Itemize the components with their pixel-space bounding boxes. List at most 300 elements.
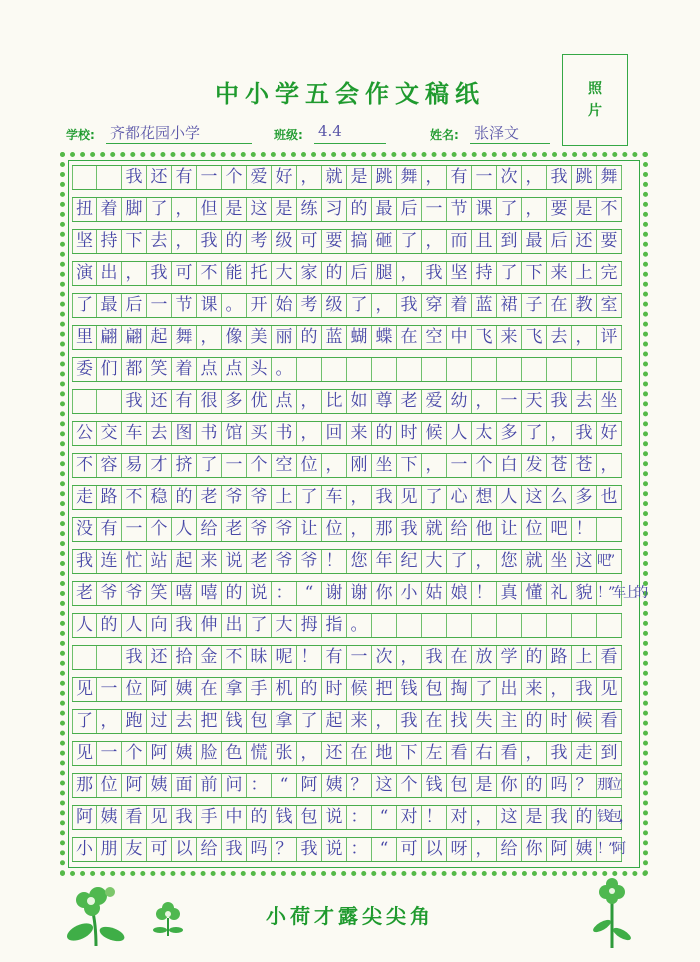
grid-cell: 了 [347,294,372,317]
grid-cell: “ [297,582,322,605]
grid-cell: 我 [547,390,572,413]
grid-cell: 像 [222,326,247,349]
grid-cell: 且 [472,230,497,253]
grid-cell: 你 [497,774,522,797]
grid-cell: ， [522,742,547,765]
grid-cell: 笑 [147,582,172,605]
grid-cell: 考 [297,294,322,317]
grid-cell: 大 [422,550,447,573]
photo-label-1: 照 [588,81,602,97]
grid-cell: ： [272,582,297,605]
grid-cell: 么 [547,486,572,509]
grid-cell: ！ [572,518,597,541]
grid-cell: 着 [172,358,197,381]
grid-cell: 小 [397,582,422,605]
grid-cell: 忙 [122,550,147,573]
grid-cell [497,614,522,637]
essay-line [72,837,622,862]
grid-cell: 看 [447,742,472,765]
grid-cell: 有 [447,166,472,189]
grid-cell: 点 [197,358,222,381]
grid-cell: 在 [422,710,447,733]
grid-cell: 在 [547,294,572,317]
grid-cell: 出 [222,614,247,637]
grid-cell: 的 [372,422,397,445]
grid-cell: 跳 [372,166,397,189]
grid-cell: 走 [72,486,97,509]
grid-cell: 着 [447,294,472,317]
grid-cell: 舞 [597,166,622,189]
grid-cell: 爱 [422,390,447,413]
grid-cell: 昧 [247,646,272,669]
grid-cell [547,614,572,637]
grid-cell: 他 [472,518,497,541]
grid-cell: ， [297,390,322,413]
grid-cell: ， [347,518,372,541]
grid-cell: ， [197,326,222,349]
grid-cell [422,614,447,637]
essay-line [72,805,630,830]
grid-cell: 坚 [72,230,97,253]
grid-cell: 但 [197,198,222,221]
grid-cell: 天 [522,390,547,413]
grid-cell: 有 [322,646,347,669]
grid-cell [397,358,422,381]
grid-cell: 个 [122,742,147,765]
grid-cell [422,358,447,381]
grid-cell: 钱 [422,774,447,797]
grid-cell: 中 [447,326,472,349]
page-title: 中小学五会作文稿纸 [215,79,485,108]
grid-cell: 书 [197,422,222,445]
grid-cell: 给 [447,518,472,541]
flower-right-icon [590,878,634,950]
grid-cell: 下 [397,454,422,477]
grid-cell: 了 [497,262,522,285]
grid-cell: 家 [297,262,322,285]
essay-line [72,581,646,606]
grid-cell: 好 [272,166,297,189]
grid-cell: 姨 [172,742,197,765]
grid-cell: 中 [222,806,247,829]
grid-cell: 图 [172,422,197,445]
grid-cell: 吗 [247,838,272,861]
grid-cell: 老 [222,518,247,541]
grid-cell: 呢 [272,646,297,669]
grid-cell: 跳 [572,166,597,189]
grid-cell: 了 [522,422,547,445]
grid-cell: 姨 [97,806,122,829]
grid-cell: 演 [72,262,97,285]
grid-cell: 上 [572,646,597,669]
grid-cell: ： [347,838,372,861]
grid-cell: 说 [247,582,272,605]
grid-cell: 懂 [522,582,547,605]
grid-cell: 这 [247,198,272,221]
grid-cell: ， [547,678,572,701]
grid-cell: 买 [247,422,272,445]
grid-cell [297,358,322,381]
grid-cell: 见 [72,742,97,765]
grid-cell: 拿 [272,710,297,733]
grid-cell: 右 [472,742,497,765]
grid-cell [472,614,497,637]
grid-cell [72,646,97,669]
grid-cell: 拾 [172,646,197,669]
grid-cell: 色 [222,742,247,765]
grid-cell: 那 [372,518,397,541]
grid-cell: 这 [522,486,547,509]
grid-cell: 下 [122,230,147,253]
essay-line [72,485,622,510]
grid-cell: ， [597,454,622,477]
grid-cell: 爷 [122,582,147,605]
grid-cell: ， [372,710,397,733]
grid-cell: 去 [172,710,197,733]
grid-cell: 起 [172,550,197,573]
grid-cell [447,358,472,381]
grid-cell [597,518,622,541]
grid-cell: 头 [247,358,272,381]
grid-cell: 始 [272,294,297,317]
grid-cell [572,358,597,381]
grid-cell: 学 [497,646,522,669]
grid-cell: 掏 [447,678,472,701]
grid-cell: 走 [572,742,597,765]
footer-slogan: 小荷才露尖尖角 [266,904,434,928]
grid-cell: 个 [147,518,172,541]
essay-line [72,709,622,734]
grid-cell: 一 [422,198,447,221]
grid-cell: 对 [447,806,472,829]
grid-cell: 人 [72,614,97,637]
grid-cell: 上 [572,262,597,285]
grid-cell: 翩 [122,326,147,349]
grid-cell: 老 [247,550,272,573]
grid-cell: 我 [197,230,222,253]
grid-cell: ， [522,198,547,221]
grid-cell: 丽 [272,326,297,349]
grid-cell: 裙 [497,294,522,317]
grid-cell: 您 [347,550,372,573]
class-value: 4.4 [314,122,386,144]
grid-cell: 阿 [147,742,172,765]
grid-cell [372,358,397,381]
grid-cell: 人 [447,422,472,445]
name-value: 张泽文 [470,122,550,144]
grid-cell: ， [347,486,372,509]
grid-cell: 说 [322,838,347,861]
grid-cell: 姨 [322,774,347,797]
grid-cell: 姨 [572,838,597,861]
grid-cell: 谢 [347,582,372,605]
grid-cell: 候 [572,710,597,733]
grid-cell: 以 [172,838,197,861]
grid-cell [597,614,622,637]
grid-cell: ， [397,262,422,285]
grid-cell: ， [472,806,497,829]
grid-cell: ， [97,710,122,733]
grid-cell: 的 [222,230,247,253]
grid-cell: 慌 [247,742,272,765]
essay-line [72,197,622,222]
grid-cell: 蝶 [372,326,397,349]
grid-cell: 起 [147,326,172,349]
grid-cell: 去 [147,230,172,253]
grid-cell: 最 [522,230,547,253]
grid-cell: 是 [272,198,297,221]
grid-cell: 我 [122,166,147,189]
grid-cell: 美 [247,326,272,349]
school-label: 学校: [66,128,95,142]
grid-cell: 了 [422,486,447,509]
grid-cell: 嘻 [172,582,197,605]
grid-cell: 到 [497,230,522,253]
grid-cell: 的 [572,806,597,829]
grid-cell: 大 [272,262,297,285]
grid-cell: 你 [372,582,397,605]
grid-cell: ： [347,806,372,829]
grid-cell: 而 [447,230,472,253]
grid-cell: 上 [272,486,297,509]
grid-cell: 爷 [297,550,322,573]
grid-cell: 张 [272,742,297,765]
grid-cell: 多 [572,486,597,509]
essay-line [72,229,622,254]
grid-cell: 苍 [572,454,597,477]
grid-cell: 我 [172,806,197,829]
grid-cell: 手 [197,806,222,829]
grid-cell: 我 [72,550,97,573]
grid-cell: 交 [97,422,122,445]
grid-cell: 在 [347,742,372,765]
grid-cell: 里 [72,326,97,349]
grid-cell: 对 [397,806,422,829]
grid-cell: 在 [197,678,222,701]
grid-cell: 说 [322,806,347,829]
grid-cell: 嘻 [197,582,222,605]
grid-cell: 谢 [322,582,347,605]
grid-cell: 教 [572,294,597,317]
grid-cell: 让 [497,518,522,541]
grid-cell: 课 [197,294,222,317]
grid-cell: 吗 [547,774,572,797]
grid-cell: 这 [497,806,522,829]
grid-cell: 来 [547,262,572,285]
grid-cell: 我 [122,390,147,413]
grid-cell: 了 [197,454,222,477]
grid-cell: 就 [322,166,347,189]
grid-cell: 让 [297,518,322,541]
grid-cell: ？ [272,838,297,861]
grid-cell [322,358,347,381]
grid-cell: 我 [122,646,147,669]
grid-cell: 我 [397,518,422,541]
grid-cell: 级 [272,230,297,253]
essay-line [72,453,622,478]
school-value: 齐都花园小学 [106,122,252,144]
essay-line [72,165,622,190]
grid-cell: 后 [547,230,572,253]
grid-cell: 我 [547,806,572,829]
grid-cell: 后 [397,198,422,221]
grid-cell: 坐 [372,454,397,477]
grid-cell: 点 [272,390,297,413]
grid-cell: 爷 [247,486,272,509]
grid-cell: 的 [522,646,547,669]
grid-cell: 一 [197,166,222,189]
grid-cell: 的 [97,614,122,637]
grid-cell: 包 [422,678,447,701]
grid-cell: 蝴 [347,326,372,349]
grid-cell: 的 [172,486,197,509]
grid-cell: 阿 [297,774,322,797]
grid-cell: 多 [497,422,522,445]
grid-cell: 飞 [522,326,547,349]
grid-cell: 坚 [447,262,472,285]
grid-cell: 就 [522,550,547,573]
grid-cell: 。 [347,614,372,637]
grid-cell [522,614,547,637]
grid-cell: 这 [572,550,597,573]
grid-cell: 苍 [547,454,572,477]
essay-line [72,261,622,286]
grid-cell: ， [397,646,422,669]
essay-line [72,389,622,414]
grid-cell: 的 [522,710,547,733]
grid-cell: 如 [347,390,372,413]
grid-cell: 舞 [172,326,197,349]
grid-cell: 给 [497,838,522,861]
grid-cell: 地 [372,742,397,765]
grid-cell: 的 [222,582,247,605]
grid-cell: 那位 [597,774,622,797]
grid-cell: 了 [472,678,497,701]
grid-cell: 爷 [247,518,272,541]
grid-cell: 飞 [472,326,497,349]
grid-cell: 看 [497,742,522,765]
grid-cell: 来 [347,710,372,733]
grid-cell: 纪 [397,550,422,573]
name-label: 姓名: [430,128,459,142]
grid-cell [72,390,97,413]
grid-cell: ， [572,326,597,349]
grid-cell [447,614,472,637]
grid-cell: 见 [147,806,172,829]
grid-cell: 持 [97,230,122,253]
grid-cell: 吧” [597,550,622,573]
grid-cell: 我 [422,262,447,285]
grid-cell: 一 [222,454,247,477]
grid-cell: 次 [497,166,522,189]
essay-line [72,357,622,382]
grid-cell: 的 [297,326,322,349]
grid-cell: ， [172,230,197,253]
grid-cell: 好 [597,422,622,445]
grid-cell: 是 [222,198,247,221]
grid-cell: 多 [222,390,247,413]
grid-cell: 老 [397,390,422,413]
grid-cell: 把 [197,710,222,733]
grid-cell: 太 [472,422,497,445]
grid-cell: 砸 [372,230,397,253]
grid-cell: 的 [347,198,372,221]
grid-cell: 时 [397,422,422,445]
grid-cell: 要 [547,198,572,221]
grid-cell: ， [547,422,572,445]
grid-cell: ： [247,774,272,797]
grid-cell: 人 [122,614,147,637]
essay-line [72,517,622,542]
grid-cell: 后 [122,294,147,317]
flower-left-icon [62,880,132,948]
grid-cell: 我 [172,614,197,637]
grid-cell: 失 [472,710,497,733]
grid-cell: 位 [122,678,147,701]
grid-cell: 来 [497,326,522,349]
grid-cell: 爷 [272,518,297,541]
grid-cell: 易 [122,454,147,477]
grid-cell: 才 [147,454,172,477]
grid-cell: 给 [197,518,222,541]
grid-cell: 的 [322,262,347,285]
grid-cell: 阿 [122,774,147,797]
grid-cell: ！ [422,806,447,829]
grid-cell: 脚 [122,198,147,221]
grid-cell: 下 [522,262,547,285]
grid-cell: 一 [472,166,497,189]
grid-cell: 可 [172,262,197,285]
grid-cell: 书 [272,422,297,445]
grid-cell: 还 [322,742,347,765]
grid-cell: 个 [222,166,247,189]
grid-cell: 向 [147,614,172,637]
grid-cell: 穿 [422,294,447,317]
grid-cell: 位 [322,518,347,541]
grid-cell: 候 [422,422,447,445]
grid-cell: 我 [147,262,172,285]
grid-cell [497,358,522,381]
grid-cell: 出 [497,678,522,701]
grid-cell: 可 [297,230,322,253]
student-info-row [66,122,626,146]
grid-cell: “ [372,806,397,829]
grid-cell: 不 [72,454,97,477]
grid-cell: 了 [447,550,472,573]
grid-cell: 位 [97,774,122,797]
grid-cell: 我 [397,710,422,733]
grid-cell: 这 [372,774,397,797]
grid-cell: 包 [247,710,272,733]
grid-cell: 节 [447,198,472,221]
grid-cell: 我 [372,486,397,509]
grid-cell: 习 [322,198,347,221]
grid-cell: 稳 [147,486,172,509]
grid-cell: 礼 [547,582,572,605]
grid-cell: 包 [297,806,322,829]
grid-cell: 没 [72,518,97,541]
grid-cell: ， [297,166,322,189]
grid-cell: 不 [222,646,247,669]
grid-cell: 幼 [447,390,472,413]
grid-cell: 都 [122,358,147,381]
grid-cell: 左 [422,742,447,765]
grid-cell: 还 [147,166,172,189]
grid-cell: 了 [297,710,322,733]
grid-cell: 看 [597,710,622,733]
grid-cell: 不 [197,262,222,285]
grid-cell: ， [297,422,322,445]
